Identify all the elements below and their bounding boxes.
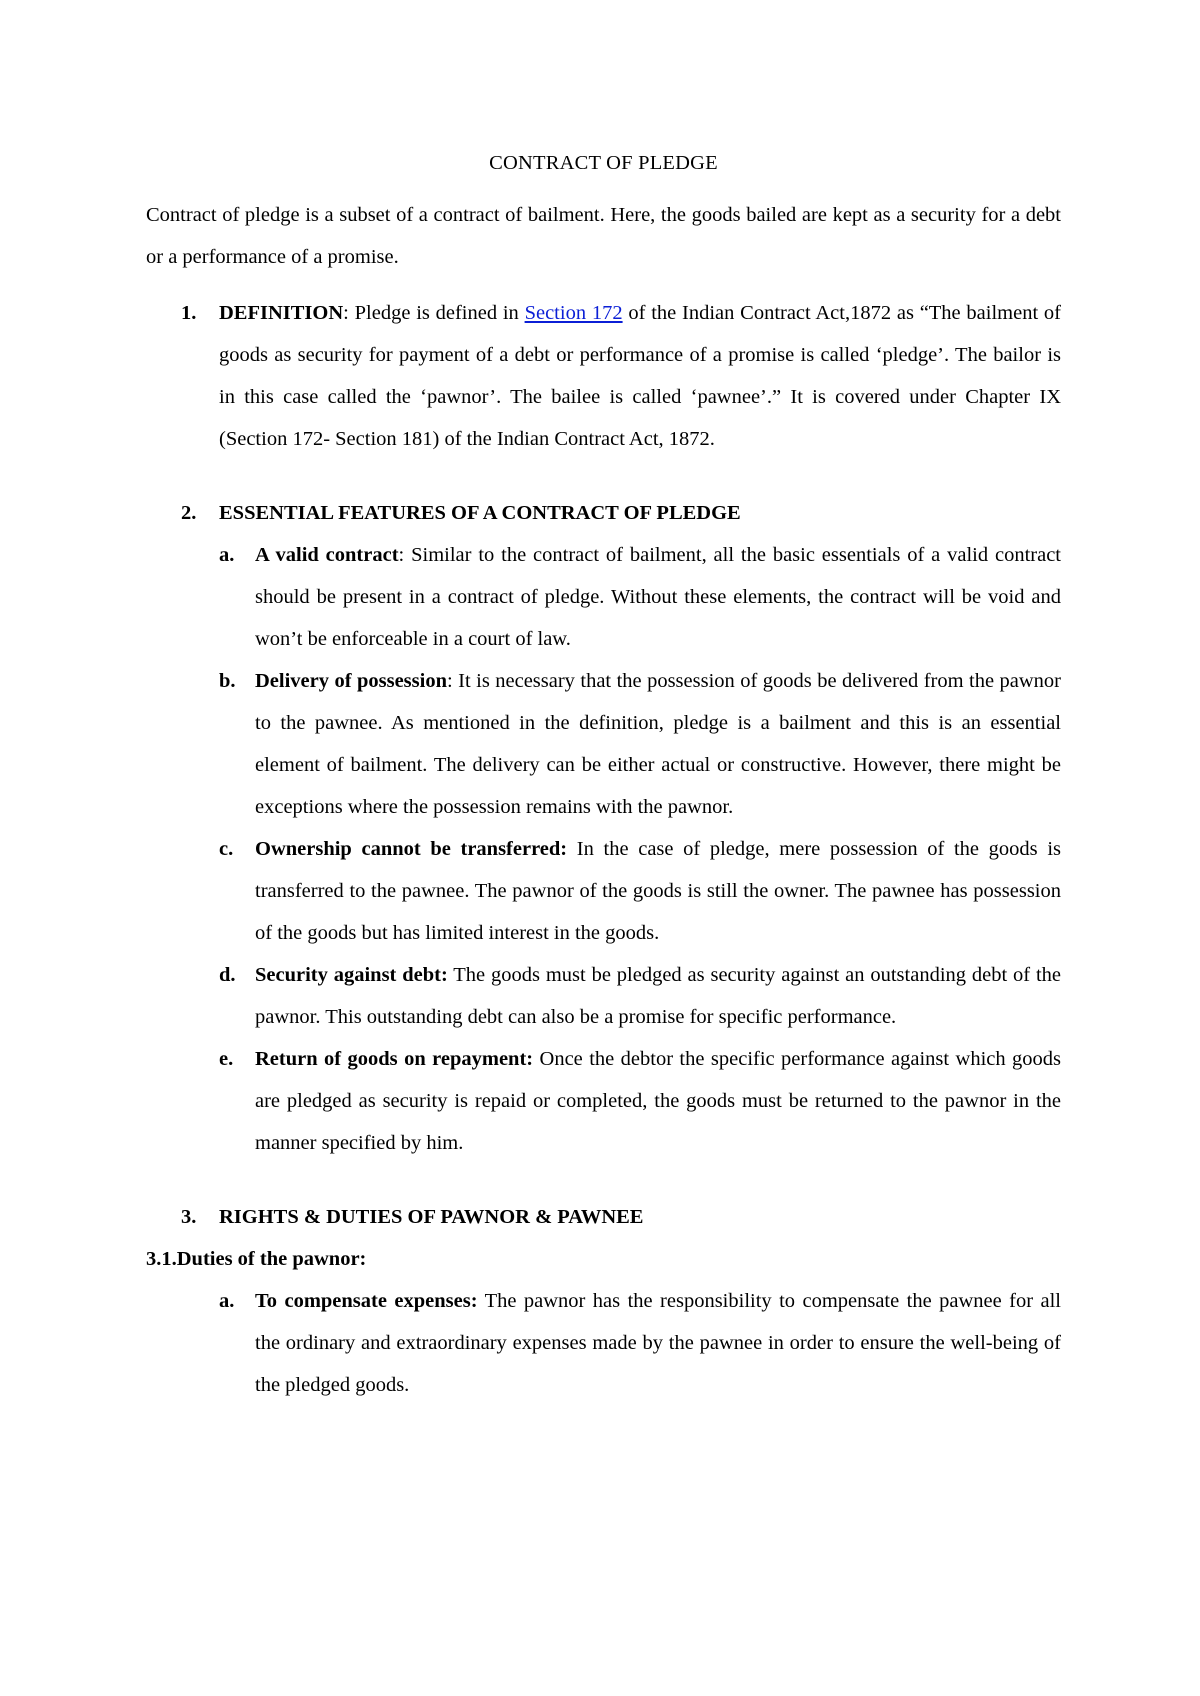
feature-paragraph: [255, 954, 1061, 1038]
section-rights-duties: [146, 1196, 1061, 1406]
feature-paragraph: [255, 1038, 1061, 1164]
section-number: 1.: [181, 302, 197, 324]
feature-term: Ownership cannot be transferred:: [255, 838, 568, 860]
duty-term: To compensate expenses:: [255, 1290, 478, 1312]
feature-term: Security against debt:: [255, 964, 448, 986]
feature-item-valid-contract: [146, 534, 1061, 660]
feature-item-return-of-goods: [146, 1038, 1061, 1164]
item-letter: b.: [219, 670, 236, 692]
item-letter: c.: [219, 838, 234, 860]
section-definition: [146, 292, 1061, 460]
duty-item-compensate-expenses: [146, 1280, 1061, 1406]
feature-term: Return of goods on repayment:: [255, 1048, 534, 1070]
duty-text: The pawnor has the responsibility to compensate the pawnee for all the ordinary and extraordinary expenses made by the pawnee in order to ensure the well-being of the pledged goods.: [255, 1290, 1062, 1396]
feature-item-security-against-debt: [146, 954, 1061, 1038]
feature-paragraph: [255, 660, 1061, 828]
feature-text: : It is necessary that the possession of goods be delivered from the pawnor to the pawnee. As mentioned in the definition, pledge is a bailment and this is an essential element of bailment. The delivery can be either actual or constructive. However, there might be exceptions where the possession remains with the pawnor.: [255, 670, 1062, 818]
feature-item-delivery-of-possession: [146, 660, 1061, 828]
feature-item-ownership: [146, 828, 1061, 954]
feature-paragraph: [255, 828, 1061, 954]
item-letter: e.: [219, 1048, 234, 1070]
item-letter: a.: [219, 1290, 235, 1312]
section-172-link[interactable]: Section 172: [524, 302, 623, 324]
document-title: CONTRACT OF PLEDGE: [489, 152, 718, 174]
definition-paragraph: [219, 292, 1061, 460]
feature-text: : Similar to the contract of bailment, all the basic essentials of a valid contract should be present in a contract of pledge. Without these elements, the contract will be void and won’t be enforceable in a court of law.: [255, 544, 1061, 650]
section-heading: RIGHTS & DUTIES OF PAWNOR & PAWNEE: [219, 1206, 644, 1228]
section-essential-features: [146, 492, 1061, 1164]
section-header-row: [146, 1196, 1061, 1238]
subsection-heading-duties-of-pawnor: 3.1.Duties of the pawnor:: [146, 1248, 367, 1270]
duty-paragraph: [255, 1280, 1061, 1406]
document-body: [146, 142, 1061, 1406]
definition-text-after-link: of the Indian Contract Act,1872 as “The bailment of goods as security for payment of a debt or performance of a promise is called ‘pledge’. The bailor is in this case called the ‘pawnor’. The bailee is called ‘pawnee’.” It is covered under Chapter IX (Section 172- Section 181) of the Indian Contract Act, 1872.: [219, 302, 1061, 450]
item-letter: a.: [219, 544, 235, 566]
section-number: 2.: [181, 502, 197, 524]
feature-text: In the case of pledge, mere possession of the goods is transferred to the pawnee. The pawnor of the goods is still the owner. The pawnee has possession of the goods but has limited interest in the goods.: [255, 838, 1061, 944]
section-heading: DEFINITION: [219, 302, 344, 324]
feature-term: Delivery of possession: [255, 670, 447, 692]
feature-term: A valid contract: [255, 544, 399, 566]
item-letter: d.: [219, 964, 236, 986]
feature-paragraph: [255, 534, 1061, 660]
feature-text: Once the debtor the specific performance against which goods are pledged as security is repaid or completed, the goods must be returned to the pawnor in the manner specified by him.: [255, 1048, 1061, 1154]
definition-text-before-link: : Pledge is defined in: [343, 302, 525, 324]
feature-text: The goods must be pledged as security against an outstanding debt of the pawnor. This outstanding debt can also be a promise for specific performance.: [255, 964, 1061, 1028]
section-header-row: [146, 492, 1061, 534]
section-number: 3.: [181, 1206, 197, 1228]
section-heading: ESSENTIAL FEATURES OF A CONTRACT OF PLEDGE: [219, 502, 741, 524]
intro-paragraph: Contract of pledge is a subset of a contract of bailment. Here, the goods bailed are kept as a security for a debt or a performance of a promise.: [146, 204, 1061, 268]
